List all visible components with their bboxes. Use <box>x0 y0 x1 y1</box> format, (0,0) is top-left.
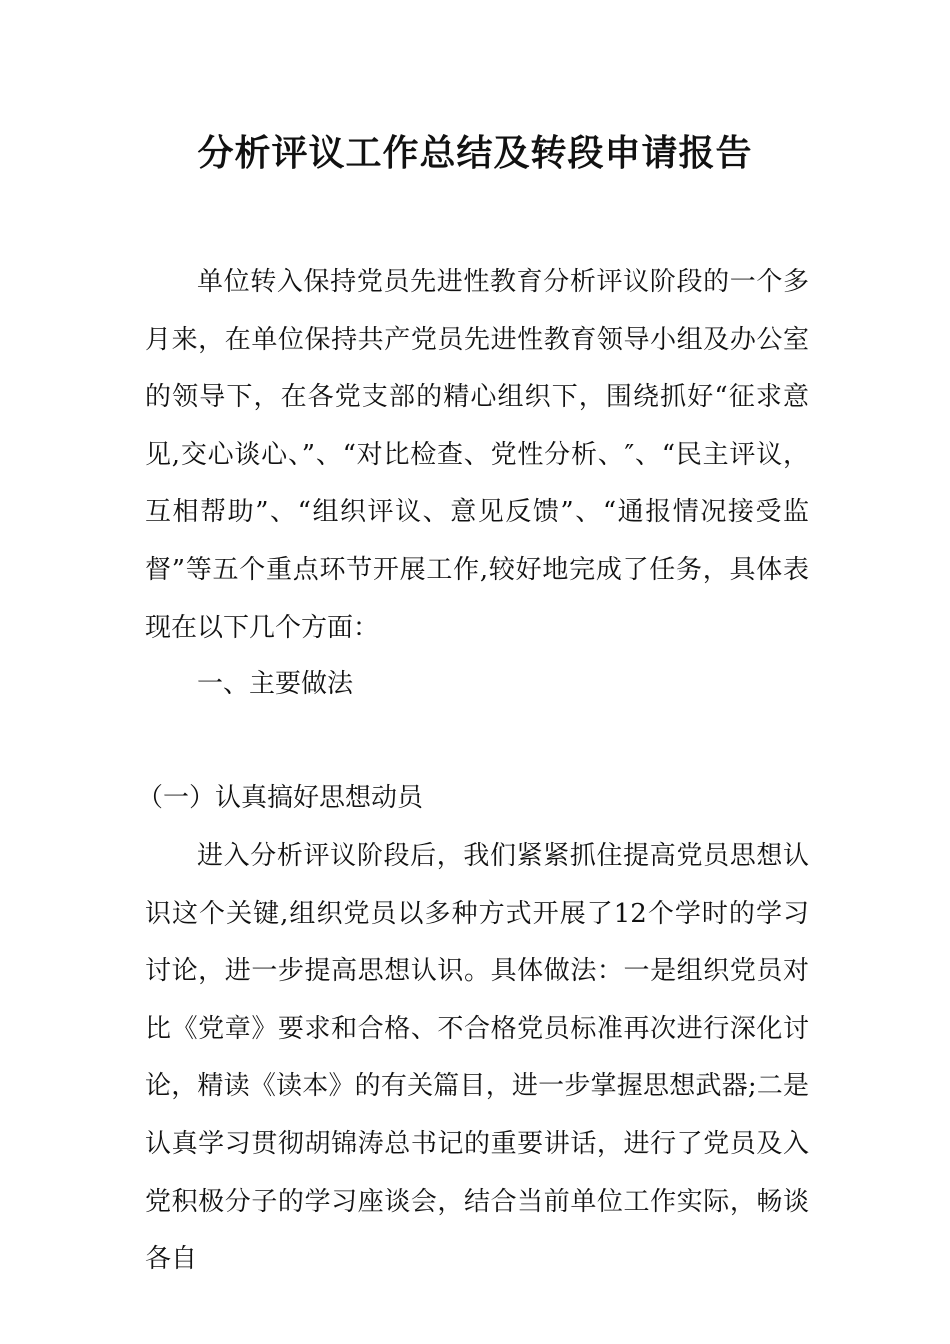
section-heading-main: 一、主要做法 <box>197 669 354 699</box>
section-heading-sub: （一）认真搞好思想动员 <box>137 783 424 813</box>
detail-paragraph: 进入分析评议阶段后，我们紧紧抓住提高党员思想认识这个关键,组织党员以多种方式开展了12个学时的学习讨论，进一步提高思想认识。具体做法：一是组织党员对比《党章》要求和合格、不合格党员标准再次进行深化讨论，精读《读本》的有关篇目，进一步掌握思想武器;二是认真学习贯彻胡锦涛总书记的重要讲话，进行了党员及入党积极分子的学习座谈会，结合当前单位工作实际，畅谈各自 <box>145 841 809 1275</box>
intro-paragraph: 单位转入保持党员先进性教育分析评议阶段的一个多月来，在单位保持共产党员先进性教育领导小组及办公室的领导下，在各党支部的精心组织下，围绕抓好“征求意见,交心谈心、”、“对比检查、党性分析、″、“民主评议，互相帮助”、“组织评议、意见反馈”、“通报情况接受监督”等五个重点环节开展工作,较好地完成了任务，具体表现在以下几个方面： <box>145 267 809 643</box>
document-title: 分析评议工作总结及转段申请报告 <box>197 132 753 174</box>
